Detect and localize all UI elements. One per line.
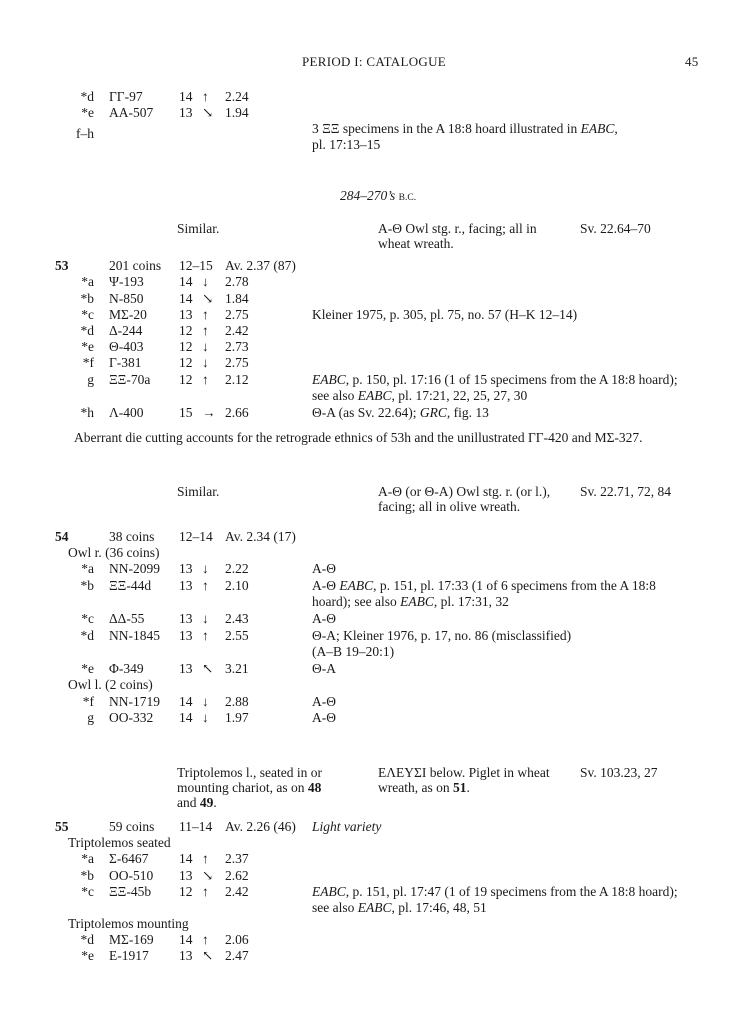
die-axis: 13 <box>179 868 193 883</box>
note-54a: A-Θ <box>312 561 336 576</box>
die-axis-arrow: ↖ <box>202 948 214 963</box>
page-header-title: PERIOD I: CATALOGUE <box>302 54 447 69</box>
catalogue-row <box>0 661 300 676</box>
type53-obverse: Similar. <box>177 221 220 236</box>
catalogue-row <box>0 105 300 120</box>
inventory-number: AA-507 <box>109 105 154 120</box>
type55-subgroup-seated: Triptolemos seated <box>68 835 171 850</box>
note-55c-line1: EABC, p. 151, pl. 17:47 (1 of 19 specimens from the A 18:8 hoard); <box>312 884 678 899</box>
coin-weight: 2.43 <box>225 611 249 626</box>
catalogue-row <box>0 578 300 593</box>
inventory-number: NN-2099 <box>109 561 160 576</box>
specimen-label: *a <box>81 851 94 866</box>
type54-obverse: Similar. <box>177 484 220 499</box>
die-axis: 13 <box>179 578 193 593</box>
die-axis-arrow: ↑ <box>202 372 209 387</box>
type55-reverse: ΕΛΕΥΣΙ below. Piglet in wheat wreath, as on 51. <box>378 765 550 795</box>
die-axis-arrow: ↘ <box>202 868 214 883</box>
die-axis: 12 <box>179 372 193 387</box>
specimen-label: *d <box>80 89 94 104</box>
die-axis-arrow: ↑ <box>202 323 209 338</box>
die-axis-arrow: ↑ <box>202 89 209 104</box>
inventory-number: OO-332 <box>109 710 154 725</box>
specimen-label: *b <box>80 578 94 593</box>
type55-average-weight: Av. 2.26 (46) <box>225 819 296 834</box>
die-axis: 14 <box>179 851 193 866</box>
coin-weight: 2.75 <box>225 307 249 322</box>
catalogue-row <box>0 561 300 576</box>
note-54d-line1: Θ-A; Kleiner 1976, p. 17, no. 86 (misclassified) <box>312 628 572 643</box>
coin-weight: 1.84 <box>225 291 249 306</box>
die-axis: 14 <box>179 694 193 709</box>
inventory-number: ΞΞ-44d <box>109 578 152 593</box>
die-axis-arrow: ↓ <box>202 694 209 709</box>
die-axis-arrow: ↑ <box>202 932 209 947</box>
coin-weight: 2.42 <box>225 323 249 338</box>
coin-weight: 2.42 <box>225 884 249 899</box>
die-axis-arrow: ↑ <box>202 628 209 643</box>
type54-average-weight: Av. 2.34 (17) <box>225 529 296 544</box>
die-axis: 12 <box>179 884 193 899</box>
type55-die-range: 11–14 <box>179 819 213 834</box>
catalogue-row <box>0 948 300 963</box>
die-axis: 14 <box>179 291 193 306</box>
inventory-number: ΞΞ-45b <box>109 884 152 899</box>
catalogue-row <box>0 611 300 626</box>
die-axis-arrow: ↓ <box>202 355 209 370</box>
coin-weight: 2.88 <box>225 694 249 709</box>
inventory-number: Λ-400 <box>109 405 144 420</box>
type55-subgroup-mounting: Triptolemos mounting <box>68 916 189 931</box>
specimen-label: *f <box>82 355 94 370</box>
coin-weight: 1.94 <box>225 105 249 120</box>
inventory-number: ΔΔ-55 <box>109 611 145 626</box>
type54-subgroup-owl-right: Owl r. (36 coins) <box>68 545 160 560</box>
die-axis-arrow: → <box>202 405 216 420</box>
note-53c: Kleiner 1975, p. 305, pl. 75, no. 57 (H–K 12–14) <box>312 307 578 322</box>
inventory-number: Φ-349 <box>109 661 144 676</box>
coin-weight: 2.06 <box>225 932 249 947</box>
die-axis: 14 <box>179 274 193 289</box>
die-axis: 13 <box>179 561 193 576</box>
die-axis-arrow: ↓ <box>202 339 209 354</box>
die-axis-arrow: ↘ <box>202 291 214 306</box>
inventory-number: N-850 <box>109 291 144 306</box>
die-axis-arrow: ↖ <box>202 661 214 676</box>
die-axis-arrow: ↓ <box>202 561 209 576</box>
coin-weight: 2.12 <box>225 372 249 387</box>
note-53g-line2: see also EABC, pl. 17:21, 22, 25, 27, 30 <box>312 388 528 403</box>
die-axis: 12 <box>179 323 193 338</box>
specimen-label: *a <box>81 274 94 289</box>
specimen-label: *e <box>81 105 94 120</box>
specimen-label: g <box>87 710 94 725</box>
coin-weight: 2.37 <box>225 851 249 866</box>
inventory-number: Θ-403 <box>109 339 144 354</box>
die-axis-arrow: ↑ <box>202 307 209 322</box>
coin-weight: 2.66 <box>225 405 249 420</box>
specimen-label: *b <box>80 291 94 306</box>
inventory-number: ΞΞ-70a <box>109 372 151 387</box>
inventory-number: OO-510 <box>109 868 154 883</box>
note-fh-line2: pl. 17:13–15 <box>312 137 381 152</box>
type55-obverse: Triptolemos l., seated in or mounting chariot, as on 48 and 49. <box>177 765 322 810</box>
die-axis: 14 <box>179 932 193 947</box>
specimen-label: *c <box>81 611 94 626</box>
note-54b-line2: hoard); see also EABC, pl. 17:31, 32 <box>312 594 509 609</box>
catalogue-row <box>0 274 300 289</box>
specimen-label: g <box>87 372 94 387</box>
specimen-label: *d <box>80 628 94 643</box>
inventory-number: E-1917 <box>109 948 149 963</box>
note-54b-line1: A-Θ EABC, p. 151, pl. 17:33 (1 of 6 specimens from the A 18:8 <box>312 578 656 593</box>
type53-average-weight: Av. 2.37 (87) <box>225 258 296 273</box>
catalogue-row <box>0 405 300 420</box>
type55-variety: Light variety <box>312 819 382 834</box>
specimen-label: *f <box>82 694 94 709</box>
type55-number: 55 <box>55 819 69 834</box>
coin-weight: 2.10 <box>225 578 249 593</box>
type54-reverse: A-Θ (or Θ-A) Owl stg. r. (or l.), facing; all in olive wreath. <box>378 484 551 514</box>
die-axis: 13 <box>179 661 193 676</box>
die-axis: 15 <box>179 405 193 420</box>
die-axis: 14 <box>179 710 193 725</box>
die-axis-arrow: ↓ <box>202 710 209 725</box>
type53-reverse: A-Θ Owl stg. r., facing; all in wheat wreath. <box>378 221 537 251</box>
die-axis-arrow: ↑ <box>202 578 209 593</box>
specimen-label: *e <box>81 661 94 676</box>
catalogue-row <box>0 694 300 709</box>
page-number: 45 <box>685 54 699 69</box>
specimen-label: f–h <box>76 126 94 141</box>
coin-weight: 2.24 <box>225 89 249 104</box>
note-aberrant: Aberrant die cutting accounts for the retrograde ethnics of 53h and the unillustrated ΓΓ-420 and ΜΣ-327. <box>74 430 643 445</box>
coin-weight: 2.62 <box>225 868 249 883</box>
coin-weight: 2.55 <box>225 628 249 643</box>
inventory-number: ΜΣ-20 <box>109 307 147 322</box>
die-axis-arrow: ↑ <box>202 851 209 866</box>
inventory-number: Ψ-193 <box>109 274 144 289</box>
catalogue-row <box>0 323 300 338</box>
type54-reference: Sv. 22.71, 72, 84 <box>580 484 672 499</box>
inventory-number: Σ-6467 <box>109 851 149 866</box>
inventory-number: NN-1845 <box>109 628 160 643</box>
specimen-label: *e <box>81 339 94 354</box>
note-54f: A-Θ <box>312 694 336 709</box>
die-axis: 12 <box>179 339 193 354</box>
coin-weight: 2.22 <box>225 561 249 576</box>
type54-number: 54 <box>55 529 69 544</box>
die-axis: 13 <box>179 105 193 120</box>
catalogue-row <box>0 628 300 643</box>
catalogue-row <box>0 355 300 370</box>
note-55c-line2: see also EABC, pl. 17:46, 48, 51 <box>312 900 487 915</box>
specimen-label: *e <box>81 948 94 963</box>
specimen-label: *h <box>80 405 94 420</box>
catalogue-row <box>0 339 300 354</box>
note-54e: Θ-A <box>312 661 336 676</box>
catalogue-row <box>0 884 300 899</box>
die-axis-arrow: ↑ <box>202 884 209 899</box>
type53-reference: Sv. 22.64–70 <box>580 221 651 236</box>
type54-die-range: 12–14 <box>179 529 213 544</box>
type55-coin-count: 59 coins <box>109 819 155 834</box>
inventory-number: Γ-381 <box>109 355 142 370</box>
section-date: 284–270’s B.C. <box>340 188 417 203</box>
type54-coin-count: 38 coins <box>109 529 155 544</box>
catalogue-row <box>0 710 300 725</box>
catalogue-row <box>0 868 300 883</box>
catalogue-row <box>0 126 300 141</box>
inventory-number: ΓΓ-97 <box>109 89 143 104</box>
specimen-label: *b <box>80 868 94 883</box>
inventory-number: ΜΣ-169 <box>109 932 154 947</box>
note-54g: A-Θ <box>312 710 336 725</box>
catalogue-row <box>0 307 300 322</box>
note-53h: Θ-A (as Sv. 22.64); GRC, fig. 13 <box>312 405 489 420</box>
inventory-number: NN-1719 <box>109 694 160 709</box>
die-axis-arrow: ↘ <box>202 105 214 120</box>
catalogue-row <box>0 932 300 947</box>
coin-weight: 2.75 <box>225 355 249 370</box>
coin-weight: 2.78 <box>225 274 249 289</box>
inventory-number: Δ-244 <box>109 323 143 338</box>
coin-weight: 3.21 <box>225 661 249 676</box>
specimen-label: *c <box>81 884 94 899</box>
note-53g-line1: EABC, p. 150, pl. 17:16 (1 of 15 specimens from the A 18:8 hoard); <box>312 372 678 387</box>
type54-subgroup-owl-left: Owl l. (2 coins) <box>68 677 153 692</box>
die-axis-arrow: ↓ <box>202 274 209 289</box>
catalogue-row <box>0 291 300 306</box>
specimen-label: *d <box>80 932 94 947</box>
catalogue-row <box>0 851 300 866</box>
note-54c: A-Θ <box>312 611 336 626</box>
note-54d-line2: (A–B 19–20:1) <box>312 644 395 659</box>
coin-weight: 1.97 <box>225 710 249 725</box>
die-axis: 13 <box>179 611 193 626</box>
die-axis: 13 <box>179 948 193 963</box>
die-axis-arrow: ↓ <box>202 611 209 626</box>
type53-coin-count: 201 coins <box>109 258 162 273</box>
type53-die-range: 12–15 <box>179 258 213 273</box>
specimen-label: *d <box>80 323 94 338</box>
catalogue-row <box>0 372 300 387</box>
coin-weight: 2.73 <box>225 339 249 354</box>
die-axis: 13 <box>179 307 193 322</box>
specimen-label: *c <box>81 307 94 322</box>
note-fh-line1: 3 ΞΞ specimens in the A 18:8 hoard illustrated in EABC, <box>312 121 618 136</box>
die-axis: 14 <box>179 89 193 104</box>
catalogue-row <box>0 89 300 104</box>
type53-number: 53 <box>55 258 69 273</box>
coin-weight: 2.47 <box>225 948 249 963</box>
die-axis: 13 <box>179 628 193 643</box>
die-axis: 12 <box>179 355 193 370</box>
specimen-label: *a <box>81 561 94 576</box>
type55-reference: Sv. 103.23, 27 <box>580 765 658 780</box>
